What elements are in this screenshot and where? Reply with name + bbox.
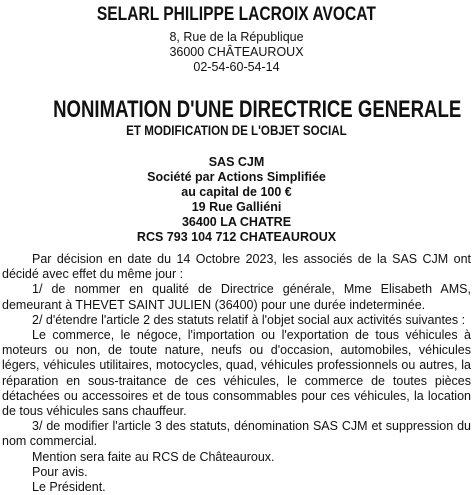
notice-body (2, 252, 471, 495)
firm-address (0, 30, 473, 75)
phone-number: 02-54-60-54-14 (193, 60, 280, 74)
notice-subtitle: ET MODIFICATION DE L'OBJET SOCIAL (126, 123, 347, 138)
paragraph-article-2: 2/ d'étendre l'article 2 des statuts relatif à l'objet social aux activités suivantes : (32, 312, 466, 327)
address-line-2: 36000 CHÂTEAUROUX (169, 45, 304, 59)
company-form: Société par Actions Simplifiée (147, 170, 326, 184)
paragraph-rcs-mention: Mention sera faite au RCS de Châteauroux. (32, 449, 275, 464)
paragraph-appointment: 1/ de nommer en qualité de Directrice générale, Mme Elisabeth AMS, demeurant à THEVET SAINT JULIEN (36400) pour une durée indeterminée. (2, 282, 471, 312)
paragraph-signature: Le Président. (32, 480, 106, 495)
firm-name: SELARL PHILIPPE LACROIX AVOCAT (96, 4, 376, 25)
company-city: 36400 LA CHATRE (181, 215, 292, 229)
company-block (0, 155, 473, 245)
company-capital: au capital de 100 € (181, 185, 292, 199)
notice-title: NONIMATION D'UNE DIRECTRICE GENERALE (53, 96, 462, 123)
paragraph-article-3: 3/ de modifier l'article 3 des statuts, dénomination SAS CJM et suppression du nom commercial. (2, 419, 471, 449)
company-street: 19 Rue Galliéni (191, 200, 282, 214)
address-line-1: 8, Rue de la République (169, 30, 304, 44)
paragraph-decision: Par décision en date du 14 Octobre 2023, les associés de la SAS CJM ont décidé avec effet du même jour : (2, 252, 471, 282)
paragraph-pour-avis: Pour avis. (32, 464, 88, 479)
company-name: SAS CJM (208, 155, 265, 169)
company-rcs: RCS 793 104 712 CHATEAUROUX (136, 230, 337, 244)
paragraph-activities: Le commerce, le négoce, l'importation ou l'exportation de tous véhicules à moteurs ou non, de toute nature, neufs ou d'occasion, automobiles, véhicules légers, véhicules utilitaires, motocycles, quad, véhicules professionnels ou autres, la réparation en sous-traitance de ces véhicules, le commerce de toutes pièces détachées ou accessoires et de tous consommables pour ces véhicules, la location de tous véhicules sans chauffeur. (2, 328, 471, 419)
